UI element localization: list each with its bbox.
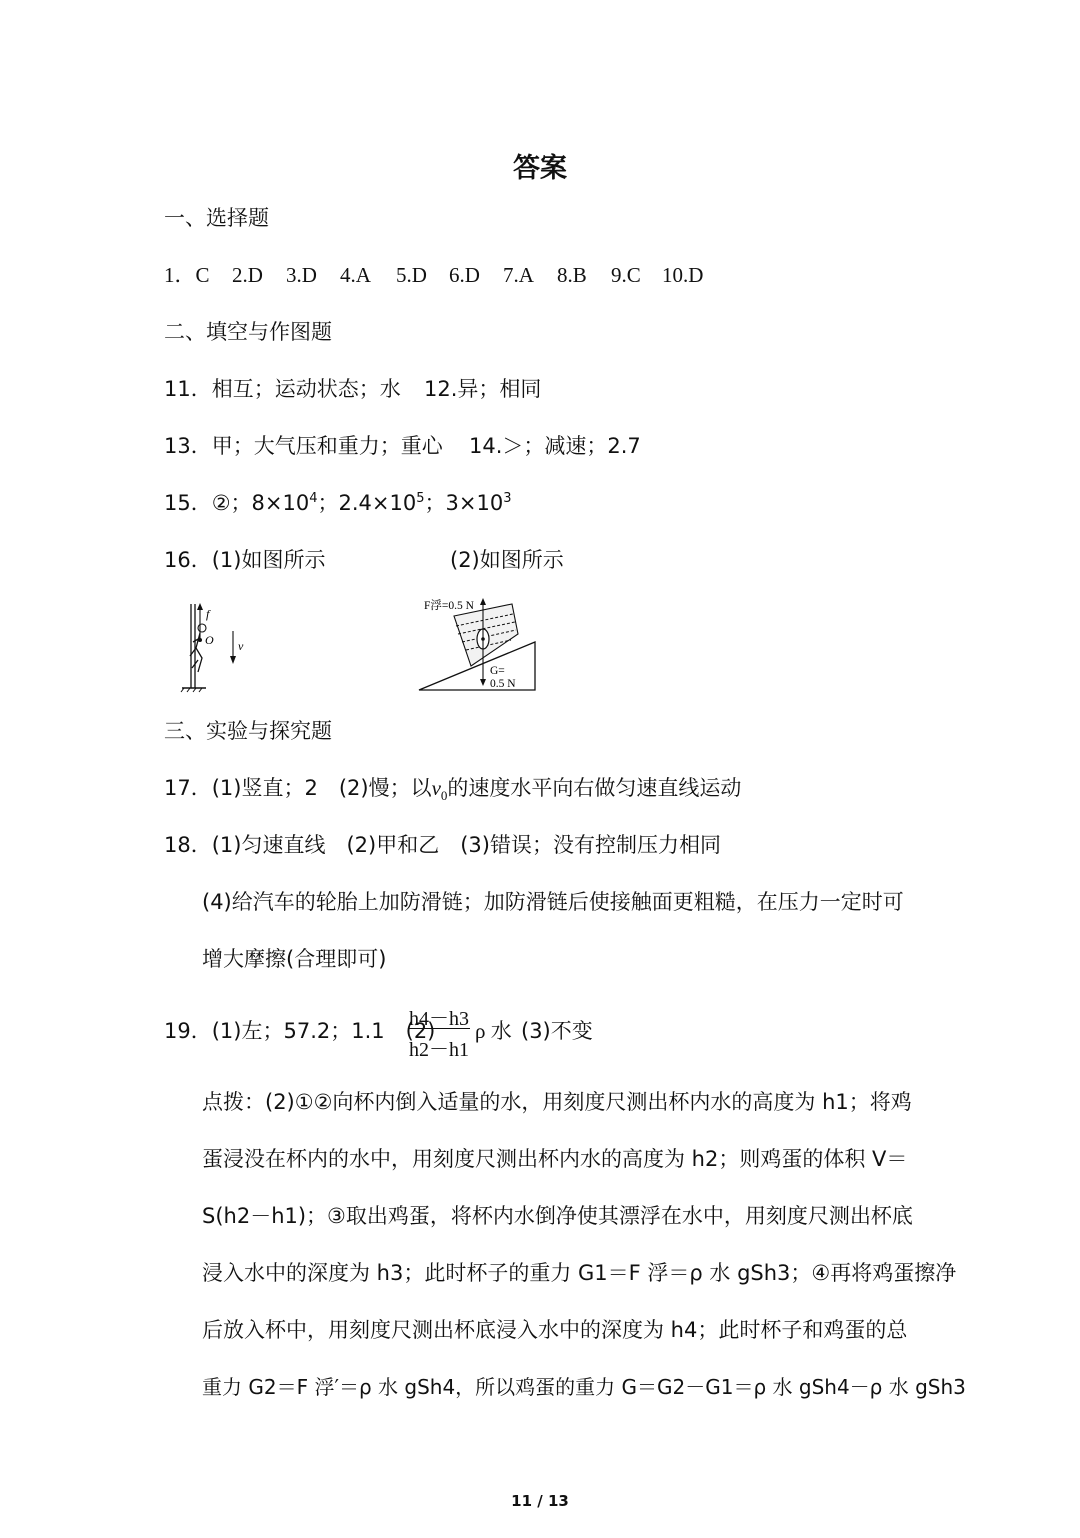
answer-15-part: ；3×10	[424, 491, 504, 515]
subscript: 0	[440, 788, 448, 804]
figure-climber	[176, 598, 256, 694]
exponent: 4	[309, 491, 318, 506]
mc-4: 4.A	[340, 263, 371, 287]
answer-18-line1: 18．(1)匀速直线 (2)甲和乙 (3)错误；没有控制压力相同	[164, 833, 721, 857]
answer-16	[164, 550, 564, 571]
mc-8: 8.B	[557, 263, 587, 287]
exponent: 3	[503, 491, 512, 506]
explanation-line: S(h2－h1)；③取出鸡蛋，将杯内水倒净使其漂浮在水中，用刻度尺测出杯底	[202, 1204, 913, 1228]
answer-11: 11．相互；运动状态；水	[164, 377, 401, 401]
answer-19-3: (3)不变	[521, 1019, 593, 1043]
fraction	[406, 1002, 472, 1062]
mc-answers	[164, 265, 703, 286]
mc-1: 1．C	[164, 263, 210, 287]
symbol-v: v	[431, 776, 441, 800]
mc-2: 2.D	[232, 263, 263, 287]
label-o: O	[205, 633, 214, 647]
mc-7: 7.A	[503, 263, 534, 287]
label-gravity-value: 0.5 N	[490, 678, 516, 690]
answer-17-part: 17．(1)竖直；2 (2)慢；以	[164, 776, 432, 800]
answer-12: 12.异；相同	[424, 377, 542, 401]
arrow-head	[480, 598, 486, 605]
answer-17	[164, 776, 742, 804]
section-experiment: 三、实验与探究题	[164, 719, 332, 743]
section-fill: 二、填空与作图题	[164, 320, 332, 344]
answer-17-part: 的速度水平向右做匀速直线运动	[447, 776, 742, 800]
answer-16-2: (2)如图所示	[450, 548, 564, 572]
rho-water: ρ 水	[475, 1019, 512, 1043]
explanation-line: 蛋浸没在杯内的水中，用刻度尺测出杯内水的高度为 h2；则鸡蛋的体积 V＝	[202, 1147, 908, 1171]
page-number: 11 / 13	[511, 1492, 569, 1510]
answer-11-12	[164, 379, 541, 400]
label-buoyancy: F浮=0.5 N	[424, 600, 474, 612]
explanation-line: 重力 G2＝F 浮′＝ρ 水 gSh4，所以鸡蛋的重力 G＝G2－G1＝ρ 水 gSh4－ρ 水 gSh3	[202, 1375, 966, 1399]
explanation-line: 点拨：(2)①②向杯内倒入适量的水，用刻度尺测出杯内水的高度为 h1；将鸡	[202, 1090, 912, 1114]
mc-10: 10.D	[662, 263, 704, 287]
answer-15-part: ；2.4×10	[317, 491, 417, 515]
answer-15-part: 15．②；8×10	[164, 491, 310, 515]
mc-6: 6.D	[449, 263, 480, 287]
answer-16-1: 16．(1)如图所示	[164, 548, 326, 572]
mc-9: 9.C	[611, 263, 641, 287]
answer-18-line2: (4)给汽车的轮胎上加防滑链；加防滑链后使接触面更粗糙，在压力一定时可	[202, 890, 904, 914]
page-title: 答案	[513, 153, 567, 184]
explanation-line: 后放入杯中，用刻度尺测出杯底浸入水中的深度为 h4；此时杯子和鸡蛋的总	[202, 1318, 908, 1342]
exponent: 5	[416, 491, 425, 506]
answer-13: 13．甲；大气压和重力；重心	[164, 434, 443, 458]
label-gravity: G=	[490, 665, 505, 677]
section-choice: 一、选择题	[164, 206, 269, 230]
answer-19	[164, 1021, 435, 1042]
fraction-denominator: h2－h1	[409, 1039, 469, 1061]
label-f: f	[206, 607, 210, 621]
label-v: v	[238, 639, 244, 653]
answer-18-line3: 增大摩擦(合理即可)	[202, 947, 387, 971]
climber-head	[198, 624, 206, 632]
arrow-head	[197, 603, 203, 610]
answer-15	[164, 493, 511, 514]
fraction-numerator: h4－h3	[409, 1008, 469, 1030]
answer-13-14	[164, 436, 641, 457]
figure-incline	[416, 594, 540, 694]
mc-5: 5.D	[396, 263, 427, 287]
answer-19-part: 19．(1)左；57.2；1.1 (2)	[164, 1019, 436, 1043]
explanation-line: 浸入水中的深度为 h3；此时杯子的重力 G1＝F 浮＝ρ 水 gSh3；④再将鸡蛋擦净	[202, 1261, 957, 1285]
mc-3: 3.D	[286, 263, 317, 287]
answer-14: 14.＞；减速；2.7	[469, 434, 641, 458]
arrow-head	[230, 656, 236, 664]
arrow-head	[480, 679, 486, 686]
